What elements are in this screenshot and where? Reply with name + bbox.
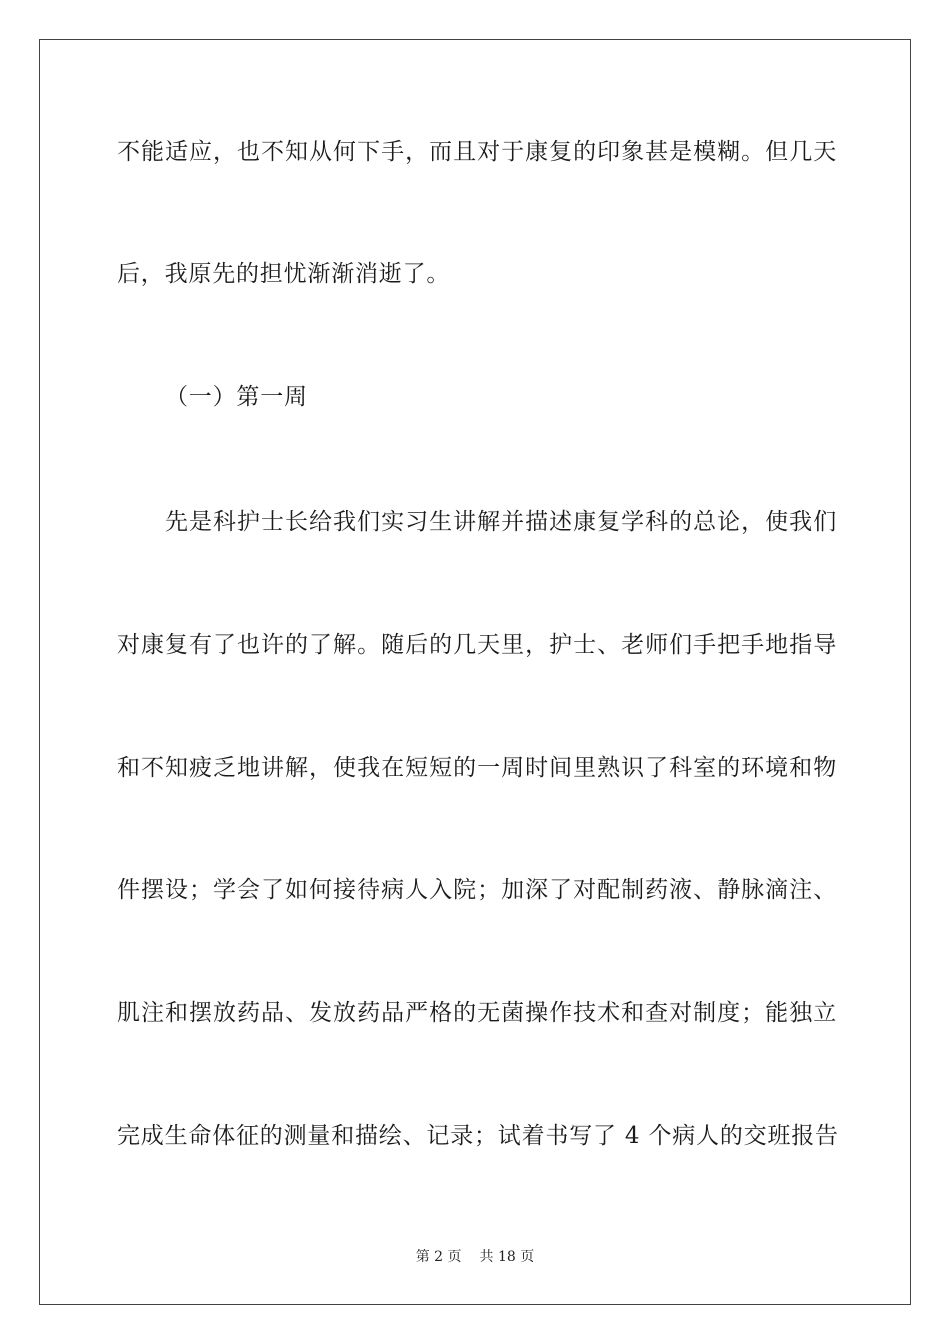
page-number: 第 2 页: [415, 1249, 462, 1265]
body-text-line-5: 和不知疲乏地讲解，使我在短短的一周时间里熟识了科室的环境和物: [117, 755, 837, 781]
section-heading: （一）第一周: [165, 384, 308, 410]
page-border: [39, 39, 911, 1305]
body-text-line-3: 先是科护士长给我们实习生讲解并描述康复学科的总论，使我们: [165, 509, 837, 535]
body-text-line-6: 件摆设；学会了如何接待病人入院；加深了对配制药液、静脉滴注、: [117, 877, 837, 903]
body-text-line-2: 后，我原先的担忧渐渐消逝了。: [117, 261, 451, 287]
body-text-line-7: 肌注和摆放药品、发放药品严格的无菌操作技术和查对制度；能独立: [117, 1000, 837, 1026]
body-text-line-8: 完成生命体征的测量和描绘、记录；试着书写了 4 个病人的交班报告: [117, 1123, 839, 1149]
body-text-line-1: 不能适应，也不知从何下手，而且对于康复的印象甚是模糊。但几天: [117, 139, 837, 165]
total-pages: 共 18 页: [479, 1249, 535, 1265]
page-footer: [0, 1248, 950, 1266]
body-text-line-4: 对康复有了也许的了解。随后的几天里，护士、老师们手把手地指导: [117, 632, 837, 658]
